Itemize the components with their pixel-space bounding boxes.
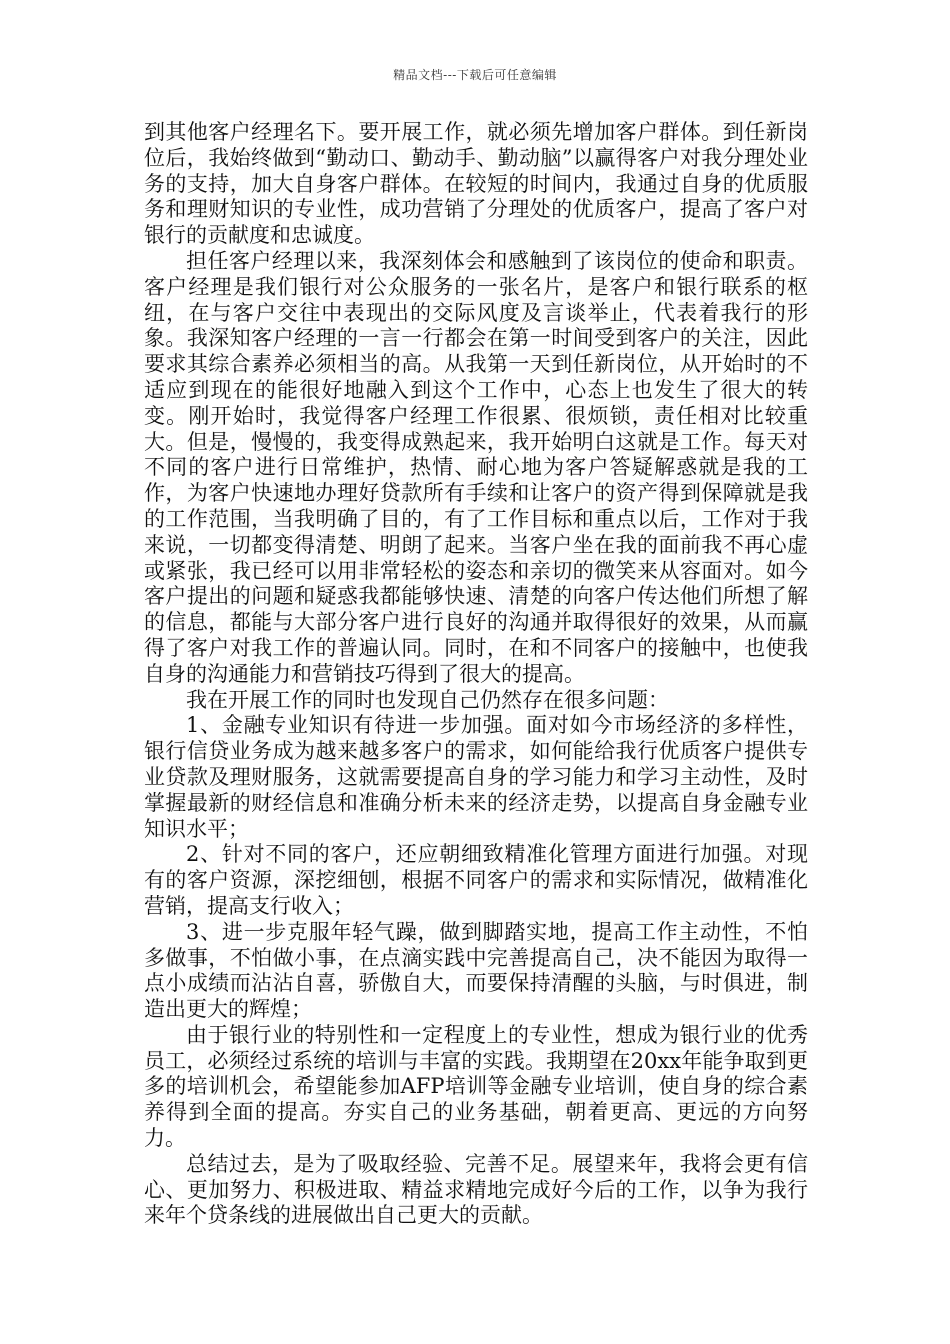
paragraph-problems-intro: 我在开展工作的同时也发现自己仍然存在很多问题： [186, 687, 669, 712]
paragraph-item-3: 3、进一步克服年轻气躁，做到脚踏实地，提高工作主动性，不怕多做事，不怕做小事，在点滴实践中完善提高自己，决不能因为取得一点小成绩而沾沾自喜，骄傲自大，而要保持清醒的头脑，与时俱进，制造出更大的辉煌； [144, 919, 808, 1022]
paragraph-item-1: 1、金融专业知识有待进一步加强。面对如今市场经济的多样性，银行信贷业务成为越来越多客户的需求，如何能给我行优质客户提供专业贷款及理财服务，这就需要提高自身的学习能力和学习主动性，及时掌握最新的财经信息和准确分析未来的经济走势，以提高自身金融专业知识水平； [144, 713, 808, 841]
paragraph-conclusion: 总结过去，是为了吸取经验、完善不足。展望来年，我将会更有信心、更加努力、积极进取、精益求精地完成好今后的工作，以争为我行来年个贷条线的进展做出自己更大的贡献。 [144, 1151, 808, 1228]
paragraph-item-2: 2、针对不同的客户，还应朝细致精准化管理方面进行加强。对现有的客户资源，深挖细刨，根据不同客户的需求和实际情况，做精准化营销，提高支行收入； [144, 842, 808, 918]
paragraph-training: 由于银行业的特别性和一定程度上的专业性，想成为银行业的优秀员工，必须经过系统的培训与丰富的实践。我期望在20xx年能争取到更多的培训机会，希望能参加AFP培训等金融专业培训，使自身的综合素养得到全面的提高。夯实自己的业务基础，朝着更高、更远的方向努力。 [144, 1022, 808, 1151]
document-body [144, 120, 808, 1229]
page-header: 精品文档---下载后可任意编辑 [393, 68, 557, 82]
paragraph-role-reflection: 担任客户经理以来，我深刻体会和感触到了该岗位的使命和职责。客户经理是我们银行对公众服务的一张名片，是客户和银行联系的枢纽，在与客户交往中表现出的交际风度及言谈举止，代表着我行的形象。我深知客户经理的一言一行都会在第一时间受到客户的关注，因此要求其综合素养必须相当的高。从我第一天到任新岗位，从开始时的不适应到现在的能很好地融入到这个工作中，心态上也发生了很大的转变。刚开始时，我觉得客户经理工作很累、很烦锁，责任相对比较重大。但是，慢慢的，我变得成熟起来，我开始明白这就是工作。每天对不同的客户进行日常维护，热情、耐心地为客户答疑解惑就是我的工作，为客户快速地办理好贷款所有手续和让客户的资产得到保障就是我的工作范围，当我明确了目的，有了工作目标和重点以后，工作对于我来说，一切都变得清楚、明朗了起来。当客户坐在我的面前我不再心虚或紧张，我已经可以用非常轻松的姿态和亲切的微笑来从容面对。如今客户提出的问题和疑惑我都能够快速、清楚的向客户传达他们所想了解的信息，都能与大部分客户进行良好的沟通并取得很好的效果，从而赢得了客户对我工作的普遍认同。同时，在和不同客户的接触中，也使我自身的沟通能力和营销技巧得到了很大的提高。 [144, 248, 808, 686]
paragraph-continuation: 到其他客户经理名下。要开展工作，就必须先增加客户群体。到任新岗位后，我始终做到“勤动口、勤动手、勤动脑”以赢得客户对我分理处业务的支持，加大自身客户群体。在较短的时间内，我通过自身的优质服务和理财知识的专业性，成功营销了分理处的优质客户，提高了客户对银行的贡献度和忠诚度。 [144, 120, 808, 248]
